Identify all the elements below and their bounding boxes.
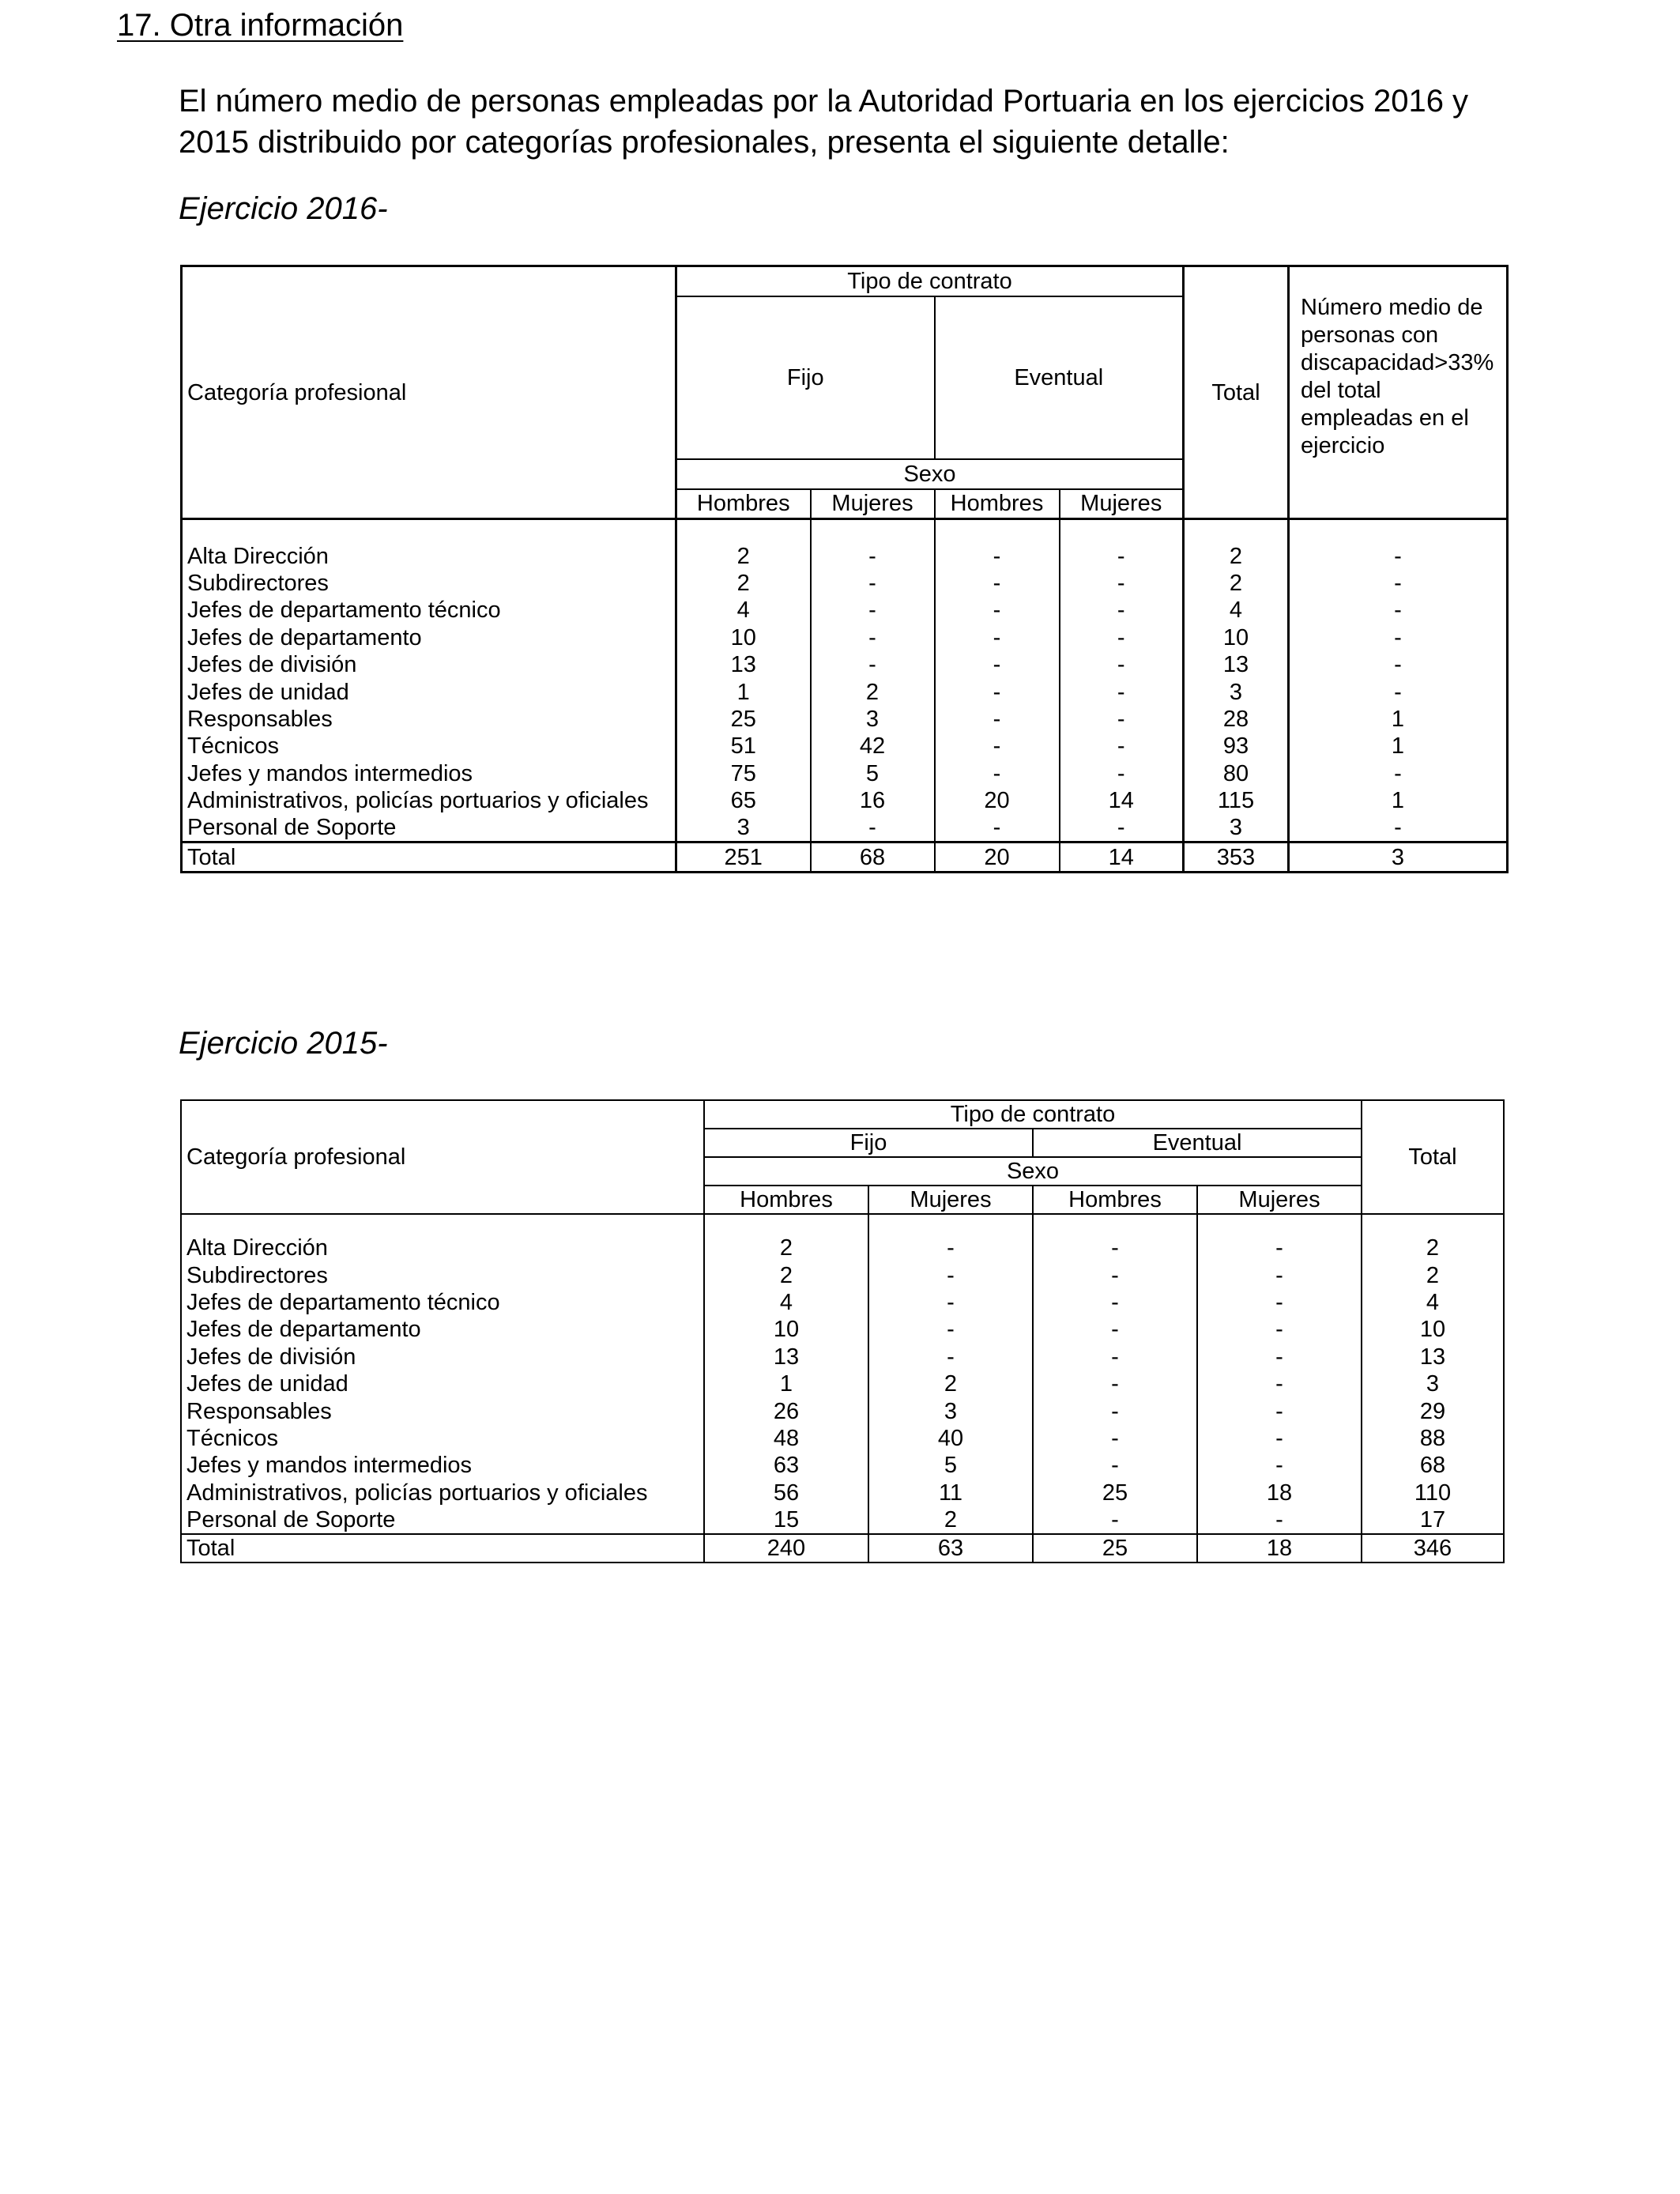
total-eventual-hombres: 20 <box>935 843 1060 873</box>
cell-eventual-hombres: - <box>935 543 1060 570</box>
header-mujeres-eventual: Mujeres <box>1060 489 1184 519</box>
cell-fijo-hombres: 3 <box>676 814 811 843</box>
cell-total: 3 <box>1362 1370 1504 1397</box>
header-total: Total <box>1362 1100 1504 1214</box>
total-fijo-hombres: 240 <box>704 1534 868 1563</box>
cell-categoria: Responsables <box>181 1397 704 1424</box>
cell-categoria: Técnicos <box>182 733 676 760</box>
table-row <box>182 787 1508 814</box>
cell-fijo-hombres: 1 <box>704 1370 868 1397</box>
cell-discapacidad: 1 <box>1289 787 1508 814</box>
cell-eventual-mujeres: 14 <box>1060 787 1184 814</box>
header-tipo-contrato: Tipo de contrato <box>704 1100 1362 1129</box>
cell-total: 13 <box>1362 1344 1504 1370</box>
cell-eventual-mujeres: 18 <box>1197 1480 1362 1506</box>
cell-fijo-hombres: 26 <box>704 1397 868 1424</box>
total-discapacidad: 3 <box>1289 843 1508 873</box>
cell-eventual-hombres: - <box>935 597 1060 624</box>
cell-fijo-hombres: 2 <box>704 1261 868 1288</box>
cell-fijo-mujeres: - <box>811 570 935 597</box>
cell-fijo-mujeres: - <box>868 1235 1033 1261</box>
cell-fijo-hombres: 15 <box>704 1506 868 1534</box>
cell-discapacidad: - <box>1289 651 1508 678</box>
cell-discapacidad: 1 <box>1289 733 1508 760</box>
cell-fijo-hombres: 13 <box>704 1344 868 1370</box>
cell-fijo-mujeres: 2 <box>868 1506 1033 1534</box>
total-row-2016 <box>182 843 1508 873</box>
total-fijo-hombres: 251 <box>676 843 811 873</box>
cell-eventual-mujeres: - <box>1197 1506 1362 1534</box>
cell-categoria: Jefes de departamento técnico <box>182 597 676 624</box>
cell-total: 2 <box>1184 570 1289 597</box>
table-row <box>181 1235 1504 1261</box>
header-mujeres-eventual: Mujeres <box>1197 1186 1362 1214</box>
table-row <box>181 1316 1504 1343</box>
total-label: Total <box>182 843 676 873</box>
total-fijo-mujeres: 68 <box>811 843 935 873</box>
total-eventual-hombres: 25 <box>1033 1534 1197 1563</box>
cell-fijo-mujeres: 5 <box>868 1452 1033 1479</box>
header-eventual: Eventual <box>935 296 1184 459</box>
cell-fijo-hombres: 2 <box>704 1235 868 1261</box>
cell-eventual-hombres: - <box>1033 1235 1197 1261</box>
cell-fijo-mujeres: - <box>811 543 935 570</box>
table-row <box>181 1344 1504 1370</box>
table-row <box>182 814 1508 843</box>
cell-total: 3 <box>1184 814 1289 843</box>
cell-eventual-mujeres: - <box>1060 543 1184 570</box>
total-eventual-mujeres: 14 <box>1060 843 1184 873</box>
cell-fijo-mujeres: 3 <box>811 706 935 733</box>
cell-total: 2 <box>1362 1261 1504 1288</box>
total-label: Total <box>181 1534 704 1563</box>
cell-total: 68 <box>1362 1452 1504 1479</box>
total-row-2015 <box>181 1534 1504 1563</box>
table-row <box>181 1425 1504 1452</box>
table-row <box>182 706 1508 733</box>
cell-eventual-mujeres: - <box>1197 1261 1362 1288</box>
cell-fijo-mujeres: 11 <box>868 1480 1033 1506</box>
cell-total: 2 <box>1184 543 1289 570</box>
cell-categoria: Jefes de unidad <box>181 1370 704 1397</box>
header-total: Total <box>1184 266 1289 519</box>
cell-eventual-mujeres: - <box>1060 624 1184 651</box>
cell-total: 17 <box>1362 1506 1504 1534</box>
cell-eventual-hombres: - <box>1033 1370 1197 1397</box>
cell-discapacidad: - <box>1289 570 1508 597</box>
cell-fijo-mujeres: - <box>868 1261 1033 1288</box>
cell-categoria: Alta Dirección <box>181 1235 704 1261</box>
cell-fijo-hombres: 2 <box>676 570 811 597</box>
header-hombres-fijo: Hombres <box>704 1186 868 1214</box>
header-fijo: Fijo <box>676 296 935 459</box>
cell-categoria: Subdirectores <box>181 1261 704 1288</box>
cell-eventual-hombres: - <box>1033 1506 1197 1534</box>
table-row <box>182 678 1508 705</box>
cell-fijo-hombres: 1 <box>676 678 811 705</box>
header-sexo: Sexo <box>676 459 1184 489</box>
cell-fijo-mujeres: - <box>811 814 935 843</box>
cell-eventual-hombres: - <box>1033 1289 1197 1316</box>
heading-2016: Ejercicio 2016- <box>179 191 388 226</box>
cell-fijo-hombres: 4 <box>704 1289 868 1316</box>
cell-total: 4 <box>1184 597 1289 624</box>
cell-fijo-mujeres: 42 <box>811 733 935 760</box>
cell-eventual-mujeres: - <box>1197 1316 1362 1343</box>
cell-fijo-hombres: 48 <box>704 1425 868 1452</box>
section-title: 17. Otra información <box>117 8 404 43</box>
cell-eventual-mujeres: - <box>1197 1397 1362 1424</box>
cell-fijo-mujeres: - <box>868 1316 1033 1343</box>
header-mujeres-fijo: Mujeres <box>868 1186 1033 1214</box>
cell-eventual-mujeres: - <box>1060 760 1184 787</box>
header-discapacidad: Número medio de personas con discapacidad>33% del total empleadas en el ejercicio <box>1289 266 1508 519</box>
cell-categoria: Jefes de división <box>182 651 676 678</box>
cell-eventual-hombres: - <box>935 624 1060 651</box>
cell-eventual-hombres: - <box>1033 1344 1197 1370</box>
cell-fijo-mujeres: 16 <box>811 787 935 814</box>
header-fijo: Fijo <box>704 1129 1033 1157</box>
header-hombres-eventual: Hombres <box>1033 1186 1197 1214</box>
cell-eventual-mujeres: - <box>1060 570 1184 597</box>
cell-fijo-mujeres: 40 <box>868 1425 1033 1452</box>
cell-eventual-hombres: 20 <box>935 787 1060 814</box>
cell-eventual-mujeres: - <box>1197 1452 1362 1479</box>
table-row <box>182 543 1508 570</box>
cell-eventual-hombres: - <box>935 706 1060 733</box>
cell-discapacidad: - <box>1289 760 1508 787</box>
total-eventual-mujeres: 18 <box>1197 1534 1362 1563</box>
cell-eventual-hombres: - <box>1033 1452 1197 1479</box>
cell-total: 80 <box>1184 760 1289 787</box>
cell-eventual-mujeres: - <box>1060 814 1184 843</box>
employee-table-2016 <box>180 265 1509 873</box>
cell-eventual-hombres: - <box>935 678 1060 705</box>
table-row <box>182 570 1508 597</box>
cell-eventual-mujeres: - <box>1060 733 1184 760</box>
cell-total: 10 <box>1184 624 1289 651</box>
table-row <box>181 1289 1504 1316</box>
cell-categoria: Administrativos, policías portuarios y oficiales <box>182 787 676 814</box>
table-row <box>182 597 1508 624</box>
table-2016-body <box>182 543 1508 843</box>
header-eventual: Eventual <box>1033 1129 1362 1157</box>
cell-eventual-mujeres: - <box>1197 1344 1362 1370</box>
cell-total: 93 <box>1184 733 1289 760</box>
header-tipo-contrato: Tipo de contrato <box>676 266 1184 296</box>
cell-fijo-mujeres: - <box>811 597 935 624</box>
cell-fijo-hombres: 25 <box>676 706 811 733</box>
cell-categoria: Jefes de departamento <box>181 1316 704 1343</box>
cell-categoria: Personal de Soporte <box>182 814 676 843</box>
cell-fijo-mujeres: 3 <box>868 1397 1033 1424</box>
header-sexo: Sexo <box>704 1157 1362 1186</box>
cell-categoria: Personal de Soporte <box>181 1506 704 1534</box>
cell-total: 10 <box>1362 1316 1504 1343</box>
cell-categoria: Responsables <box>182 706 676 733</box>
table-row <box>181 1397 1504 1424</box>
cell-discapacidad: - <box>1289 543 1508 570</box>
cell-total: 2 <box>1362 1235 1504 1261</box>
header-mujeres-fijo: Mujeres <box>811 489 935 519</box>
cell-categoria: Técnicos <box>181 1425 704 1452</box>
cell-fijo-mujeres: - <box>811 651 935 678</box>
cell-fijo-hombres: 51 <box>676 733 811 760</box>
cell-total: 4 <box>1362 1289 1504 1316</box>
heading-2015: Ejercicio 2015- <box>179 1026 388 1061</box>
table-row <box>182 760 1508 787</box>
cell-categoria: Jefes de departamento técnico <box>181 1289 704 1316</box>
table-2015-body <box>181 1235 1504 1534</box>
cell-categoria: Jefes y mandos intermedios <box>181 1452 704 1479</box>
table-row <box>182 733 1508 760</box>
cell-fijo-mujeres: 5 <box>811 760 935 787</box>
cell-discapacidad: - <box>1289 814 1508 843</box>
cell-discapacidad: - <box>1289 624 1508 651</box>
cell-eventual-hombres: - <box>935 570 1060 597</box>
cell-total: 115 <box>1184 787 1289 814</box>
cell-fijo-hombres: 13 <box>676 651 811 678</box>
cell-total: 3 <box>1184 678 1289 705</box>
cell-eventual-hombres: - <box>1033 1425 1197 1452</box>
cell-eventual-hombres: - <box>935 814 1060 843</box>
cell-discapacidad: - <box>1289 678 1508 705</box>
cell-categoria: Subdirectores <box>182 570 676 597</box>
cell-total: 88 <box>1362 1425 1504 1452</box>
cell-fijo-hombres: 2 <box>676 543 811 570</box>
cell-fijo-hombres: 4 <box>676 597 811 624</box>
cell-eventual-mujeres: - <box>1060 651 1184 678</box>
table-row <box>182 651 1508 678</box>
cell-fijo-mujeres: 2 <box>811 678 935 705</box>
total-fijo-mujeres: 63 <box>868 1534 1033 1563</box>
cell-fijo-hombres: 10 <box>704 1316 868 1343</box>
cell-fijo-hombres: 10 <box>676 624 811 651</box>
cell-eventual-mujeres: - <box>1060 706 1184 733</box>
table-row <box>181 1452 1504 1479</box>
cell-categoria: Jefes de unidad <box>182 678 676 705</box>
cell-eventual-hombres: 25 <box>1033 1480 1197 1506</box>
cell-categoria: Jefes de departamento <box>182 624 676 651</box>
cell-fijo-mujeres: - <box>868 1289 1033 1316</box>
header-hombres-eventual: Hombres <box>935 489 1060 519</box>
intro-paragraph: El número medio de personas empleadas por la Autoridad Portuaria en los ejercicios 2016 y 2015 distribuido por categorías profesionales, presenta el siguiente detalle: <box>179 84 1469 160</box>
cell-eventual-mujeres: - <box>1197 1289 1362 1316</box>
cell-eventual-hombres: - <box>1033 1316 1197 1343</box>
header-categoria: Categoría profesional <box>182 266 676 519</box>
table-row <box>181 1261 1504 1288</box>
cell-total: 28 <box>1184 706 1289 733</box>
cell-fijo-hombres: 65 <box>676 787 811 814</box>
total-total: 353 <box>1184 843 1289 873</box>
cell-fijo-hombres: 75 <box>676 760 811 787</box>
cell-categoria: Administrativos, policías portuarios y oficiales <box>181 1480 704 1506</box>
cell-discapacidad: 1 <box>1289 706 1508 733</box>
cell-eventual-mujeres: - <box>1060 678 1184 705</box>
cell-total: 13 <box>1184 651 1289 678</box>
table-row <box>181 1480 1504 1506</box>
header-categoria: Categoría profesional <box>181 1100 704 1214</box>
cell-categoria: Jefes y mandos intermedios <box>182 760 676 787</box>
cell-fijo-hombres: 63 <box>704 1452 868 1479</box>
cell-fijo-mujeres: - <box>868 1344 1033 1370</box>
cell-eventual-mujeres: - <box>1197 1425 1362 1452</box>
cell-total: 29 <box>1362 1397 1504 1424</box>
cell-eventual-hombres: - <box>935 651 1060 678</box>
cell-fijo-mujeres: - <box>811 624 935 651</box>
cell-eventual-hombres: - <box>1033 1261 1197 1288</box>
table-row <box>181 1370 1504 1397</box>
table-row <box>181 1506 1504 1534</box>
cell-eventual-mujeres: - <box>1197 1370 1362 1397</box>
cell-discapacidad: - <box>1289 597 1508 624</box>
employee-table-2015 <box>180 1099 1505 1563</box>
header-hombres-fijo: Hombres <box>676 489 811 519</box>
cell-fijo-mujeres: 2 <box>868 1370 1033 1397</box>
cell-fijo-hombres: 56 <box>704 1480 868 1506</box>
cell-eventual-mujeres: - <box>1060 597 1184 624</box>
cell-categoria: Alta Dirección <box>182 543 676 570</box>
table-row <box>182 624 1508 651</box>
cell-eventual-hombres: - <box>935 733 1060 760</box>
total-total: 346 <box>1362 1534 1504 1563</box>
cell-total: 110 <box>1362 1480 1504 1506</box>
cell-categoria: Jefes de división <box>181 1344 704 1370</box>
cell-eventual-hombres: - <box>935 760 1060 787</box>
cell-eventual-hombres: - <box>1033 1397 1197 1424</box>
cell-eventual-mujeres: - <box>1197 1235 1362 1261</box>
